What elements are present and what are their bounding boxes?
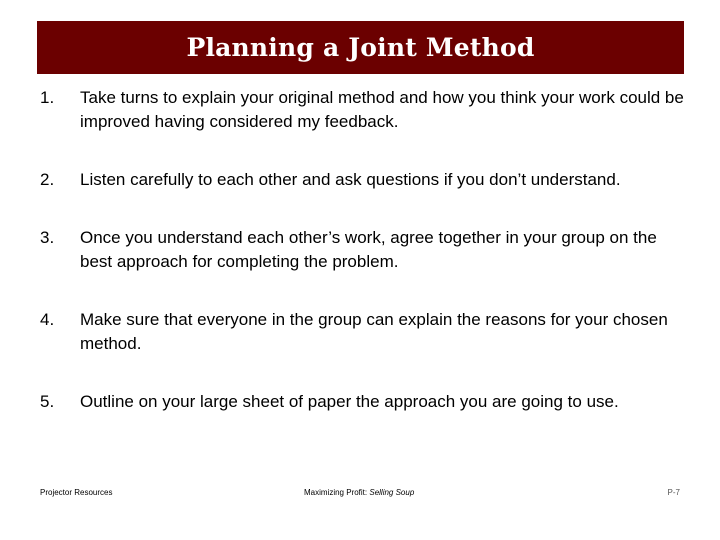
step-number: 1. (40, 88, 55, 107)
list-item (40, 168, 690, 192)
title-bar (37, 21, 684, 74)
step-text: Outline on your large sheet of paper the approach you are going to use. (80, 392, 619, 411)
slide-title: Planning a Joint Method (186, 33, 535, 62)
footer-lesson-name: Selling Soup (369, 488, 415, 497)
list-item (40, 226, 690, 274)
list-item (40, 86, 690, 134)
step-text: Listen carefully to each other and ask questions if you don’t understand. (80, 170, 621, 189)
footer-lesson-title (304, 488, 414, 497)
step-text: Take turns to explain your original method and how you think your work could be improved having considered my feedback. (80, 88, 684, 131)
steps-list (40, 86, 690, 448)
list-item (40, 308, 690, 356)
step-number: 3. (40, 228, 55, 247)
step-text: Make sure that everyone in the group can explain the reasons for your chosen method. (80, 310, 668, 353)
step-text: Once you understand each other’s work, agree together in your group on the best approach for completing the problem. (80, 228, 657, 271)
step-number: 4. (40, 310, 55, 329)
list-item (40, 390, 690, 414)
step-number: 2. (40, 170, 55, 189)
step-number: 5. (40, 392, 55, 411)
footer-page-number: P-7 (667, 488, 680, 497)
footer-source: Projector Resources (40, 488, 113, 497)
footer-lesson-prefix: Maximizing Profit: (304, 488, 370, 497)
